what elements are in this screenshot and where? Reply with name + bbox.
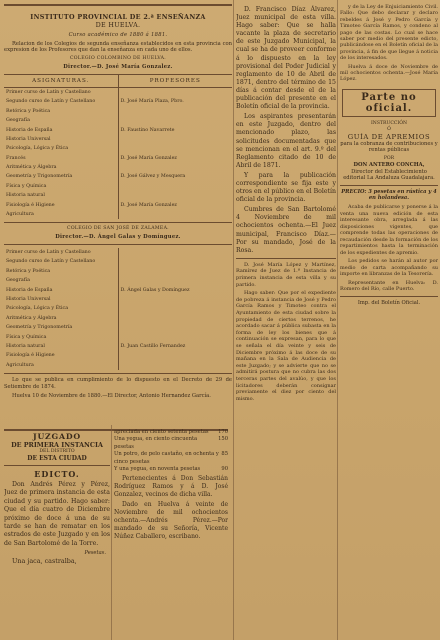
judge-notice: D. José María López y Martínez, Ramírez de Juez de 1.ª Instancia de primera instancia de esta villa y su partido. — [236, 261, 336, 288]
subject-cell: Segundo curso de Latín y Castellano — [4, 257, 118, 266]
subject-cell: Historia Universal — [4, 295, 118, 304]
teacher-cell — [118, 361, 232, 370]
teacher-cell — [118, 304, 232, 313]
table-row — [4, 87, 232, 97]
item-row: Un potro, de pelo castaño, en ochenta y cinco pesetas 85 — [114, 451, 228, 465]
institute-city: DE HUELVA. — [95, 21, 141, 29]
municipal-notice-4: Cumbres de San Bartolomé 4 Noviembre de mil ochocientos ochenta.—El Juez municipal, Francisco Díaz.—Por su mandado, José de la Rosa. — [236, 206, 336, 254]
teacher-cell — [118, 323, 232, 332]
author-desc: Director del Establecimiento editorial La Andaluza Guadalajara. — [343, 168, 435, 182]
subject-cell: Fisiología é Higiene — [4, 351, 118, 360]
subject-cell: Historia natural — [4, 342, 118, 351]
teacher-cell: D. Ángel Galas y Domínguez — [120, 287, 190, 293]
table-row — [4, 314, 232, 323]
course-year: Curso académico de 1880 á 1881. — [68, 32, 168, 38]
court-sub-2: DE ESTA CIUDAD — [27, 455, 87, 462]
owners-text: Pertenecientes á Don Sebastián Rodríguez Ramos y á D. José Gonzalez, vecinos de dicha villa. — [114, 475, 228, 499]
teacher-cell: D. Faustino Navarrete — [120, 127, 175, 133]
table-row — [4, 342, 232, 351]
subject-cell: Agricultura — [4, 361, 118, 370]
table-row — [4, 135, 232, 144]
unofficial-section-title: Parte no oficial. — [342, 89, 436, 117]
subject-cell: Historia de España — [4, 285, 118, 294]
intro-text: Relacion de los Colegios de segunda enseñanza establecidos en esta provincia con expresion de los Profesores que dan la enseñanza en cada uno de ellos. — [4, 40, 232, 54]
table-row — [4, 125, 232, 134]
college2-name: COLEGIO DE SAN JOSÉ DE ZALAMEA. — [67, 226, 169, 232]
teacher-cell — [118, 182, 232, 191]
institute-title: INSTITUTO PROVINCIAL DE 2.ª ENSEÑANZA — [30, 13, 206, 21]
subject-cell: Primer curso de Latín y Castellano — [4, 248, 118, 257]
subject-cell: Física y Química — [4, 332, 118, 341]
price-text: Acaba de publicarse y ponerse á la venta una nueva edición de esta interesante obra, arreglada á las disposiciones vigentes, que comprende todas las operaciones de recaudación desde la formación de los repartimientos hasta la terminación de los expedientes de apremio. — [340, 204, 438, 256]
table-row — [4, 351, 232, 360]
college1-table — [4, 74, 232, 219]
college1-director: Director.—D. José María Gonzalez. — [63, 64, 173, 71]
college1-table-wrap — [4, 74, 232, 219]
table-row — [4, 163, 232, 172]
footnote: Lo que se publica en cumplimiento de lo dispuesto en el Decreto de 29 de Setiembre de 1874. — [4, 376, 232, 390]
table-row — [4, 267, 232, 276]
subject-cell: Aritmética y Álgebra — [4, 163, 118, 172]
teacher-cell: D. José María Gonzalez — [120, 155, 177, 161]
table-row — [4, 97, 232, 106]
subject-cell: Aritmética y Álgebra — [4, 314, 118, 323]
teacher-cell — [118, 257, 232, 266]
teacher-cell — [118, 267, 232, 276]
guide-subtitle: para la cobranza de contribuciones y rentas públicas — [340, 140, 438, 154]
teacher-cell: D. José María Gonzalez — [120, 202, 177, 208]
judge-notice-2: Hago saber: Que por el expediente de pobreza á instancia de José y Pedro García Ramos y Timoteo contra el Ayuntamiento de esta ciudad sobre la propiedad de ciertos terrenos, he acordado sacar á pública subasta en la forma de ley los bienes que á continuación se expresan, para lo que se señala el día veinte y seis de Diciembre próximo á las doce de su mañana en la Sala de Audiencia de este Juzgado; y se advierte que no se admitirá postura que no cubra las dos terceras partes del avalúo, y que los licitadores deberán consignar previamente el diez por ciento del mismo. — [236, 290, 336, 402]
teacher-cell — [118, 351, 232, 360]
teacher-cell: D. Juan Castillo Fernandez — [120, 343, 186, 349]
table-row — [4, 257, 232, 266]
court-column — [4, 429, 110, 640]
table-row — [4, 182, 232, 191]
table-row — [4, 154, 232, 163]
guide-title: GUÍA DE APREMIOS — [347, 132, 431, 141]
table-header-teachers: PROFESORES — [118, 74, 232, 87]
subject-cell: Física y Química — [4, 182, 118, 191]
divider — [4, 244, 232, 245]
teacher-cell — [118, 163, 232, 172]
subject-cell: Retórica y Poética — [4, 267, 118, 276]
table-row — [4, 323, 232, 332]
imprint: Imp. del Boletín Oficial. — [357, 299, 421, 306]
edict-tail: Una jaca, castralba, — [12, 557, 77, 566]
subject-cell: Psicología, Lógica y Ética — [4, 304, 118, 313]
teacher-cell — [118, 314, 232, 323]
subject-cell: Historia natural — [4, 191, 118, 200]
court-sub-1: DEL DISTRITO — [39, 449, 75, 454]
subject-cell: Retórica y Poética — [4, 107, 118, 116]
table-row — [4, 107, 232, 116]
instruction-label: INSTRUCCIÓN — [370, 120, 407, 126]
divider — [236, 258, 336, 259]
subject-cell: Geometría y Trigonometría — [4, 323, 118, 332]
table-row — [4, 248, 232, 257]
subject-cell: Francés — [4, 154, 118, 163]
teacher-cell — [118, 135, 232, 144]
divider — [4, 373, 232, 374]
college2-director: Director.—D. Ángel Galas y Domínguez. — [55, 234, 181, 241]
price-title: PRECIO: 3 pesetas en rústica y 4 en holandesa. — [341, 188, 437, 202]
college2-table — [4, 248, 232, 370]
column-unofficial — [340, 0, 438, 640]
table-row — [4, 191, 232, 200]
edict-text: Don Andrés Pérez y Pérez, Juez de primera instancia de esta ciudad y su partido. Hago saber: Que el día cuatro de Diciembre próximo de doce á una de su tarde se han de rematar en los estrados de este Juzgado y en los de San Bartolomé de la Torre. — [4, 481, 110, 547]
author-name: DON ANTERO CONCHA, — [353, 162, 425, 169]
teacher-cell — [118, 276, 232, 285]
table-row — [4, 200, 232, 209]
divider — [4, 465, 110, 466]
footnote-date: Huelva 10 de Noviembre de 1880.—El Director, Antonio Hernandez García. — [12, 392, 211, 399]
table-row — [4, 332, 232, 341]
divider — [340, 296, 438, 297]
edict-title: EDICTO. — [34, 469, 80, 479]
teacher-cell: D. José María Plaza, Pbro. — [120, 99, 184, 105]
author-prefix: POR — [383, 156, 395, 162]
table-row — [4, 285, 232, 294]
teacher-cell — [118, 332, 232, 341]
item-row: apreciada en ciento setenta pesetas 170 — [114, 429, 228, 435]
teacher-cell — [118, 295, 232, 304]
table-row — [4, 304, 232, 313]
subject-cell: Geometría y Trigonometría — [4, 172, 118, 181]
divider — [4, 222, 232, 223]
divider — [4, 4, 232, 6]
subject-cell: Geografía — [4, 116, 118, 125]
court-title: JUZGADO — [32, 432, 82, 441]
column-municipal — [236, 0, 336, 640]
subject-cell: Agricultura — [4, 210, 118, 219]
teacher-cell — [118, 210, 232, 219]
item-row: Y una yegua, en noventa pesetas 90 — [114, 466, 228, 473]
item-row: Una yegua, en ciento cincuenta pesetas 150 — [114, 436, 228, 450]
municipal-notice-2: Los aspirantes presentarán en este Juzgado, dentro del mencionado plazo, las solicitudes documentadas que se mencionan en el art. 9.º del Reglamento citado de 10 de Abril de 1871. — [236, 113, 336, 169]
municipal-notice: D. Francisco Díaz Álvarez, Juez municipal de esta villa. Hago saber: Que se halla vacante la plaza de secretario de este Juzgado Municipal, la cual se ha de proveer conforme á lo dispuesto en la ley provisional del Poder Judicial y reglamento de 10 de Abril de 1871, dentro del término de 15 días á contar desde el de la publicación del presente en el Boletín oficial de la provincia. — [236, 6, 336, 111]
table-row — [4, 361, 232, 370]
table-row — [4, 276, 232, 285]
subject-cell: Fisiología é Higiene — [4, 200, 118, 209]
subject-cell: Segundo curso de Latín y Castellano — [4, 97, 118, 106]
divider — [340, 185, 438, 186]
teacher-cell — [118, 87, 232, 97]
teacher-cell — [118, 248, 232, 257]
edict-continued-column — [114, 429, 228, 640]
column-rule — [111, 425, 112, 640]
ruling-text: y de la Ley de Enjuiciamiento Civil. Fallo: Que debo declarar y declaro rebeldes á José y Pedro García y Timoteo García Ramos, y condeno al pago de las costas. Lo cual se hace saber por medio del presente edicto, publicándose en el Boletín oficial de la provincia, á fin de que llegue á noticia de los interesados. — [340, 4, 438, 62]
teacher-cell — [118, 116, 232, 125]
subject-cell: Primer curso de Latín y Castellano — [4, 87, 118, 97]
teacher-cell — [118, 107, 232, 116]
subject-cell: Historia de España — [4, 125, 118, 134]
dated-text: Dado en Huelva á veinte de Noviembre de mil ochocientos ochenta.—Andrés Pérez.—Por mandado de su Señoría, Vicente Núñez Caballero, escribano. — [114, 501, 228, 541]
subject-cell: Psicología, Lógica y Ética — [4, 144, 118, 153]
college1-name: COLEGIO COLOMBINO DE HUELVA. — [69, 56, 167, 62]
ruling-date: Huelva á doce de Noviembre de mil ochocientos ochenta.—José María López. — [340, 63, 438, 83]
table-row — [4, 144, 232, 153]
table-row — [4, 210, 232, 219]
currency-label: Pesetas. — [84, 550, 106, 557]
table-row — [4, 116, 232, 125]
order-text: Los pedidos se harán al autor por medio de carta acompañando su importe en libranzas de la Tesorería. — [340, 258, 438, 278]
subject-cell: Geografía — [4, 276, 118, 285]
table-row — [4, 172, 232, 181]
teacher-cell — [118, 144, 232, 153]
subject-cell: Historia Universal — [4, 135, 118, 144]
teacher-cell — [118, 191, 232, 200]
court-title-2: DE PRIMERA INSTANCIA — [11, 441, 103, 449]
table-header-subjects: ASIGNATURAS. — [4, 74, 118, 87]
table-row — [4, 295, 232, 304]
agent-text: Representante en Huelva: D. Romero del Río, calle Puerto. — [340, 279, 438, 293]
teacher-cell: D. José Gálvez y Mesquera — [120, 174, 186, 180]
municipal-notice-3: Y para la publicación correspondiente se fija este y otros en el público en el Boletín oficial de la provincia. — [236, 171, 336, 204]
instruction-or: Ó — [387, 126, 391, 132]
